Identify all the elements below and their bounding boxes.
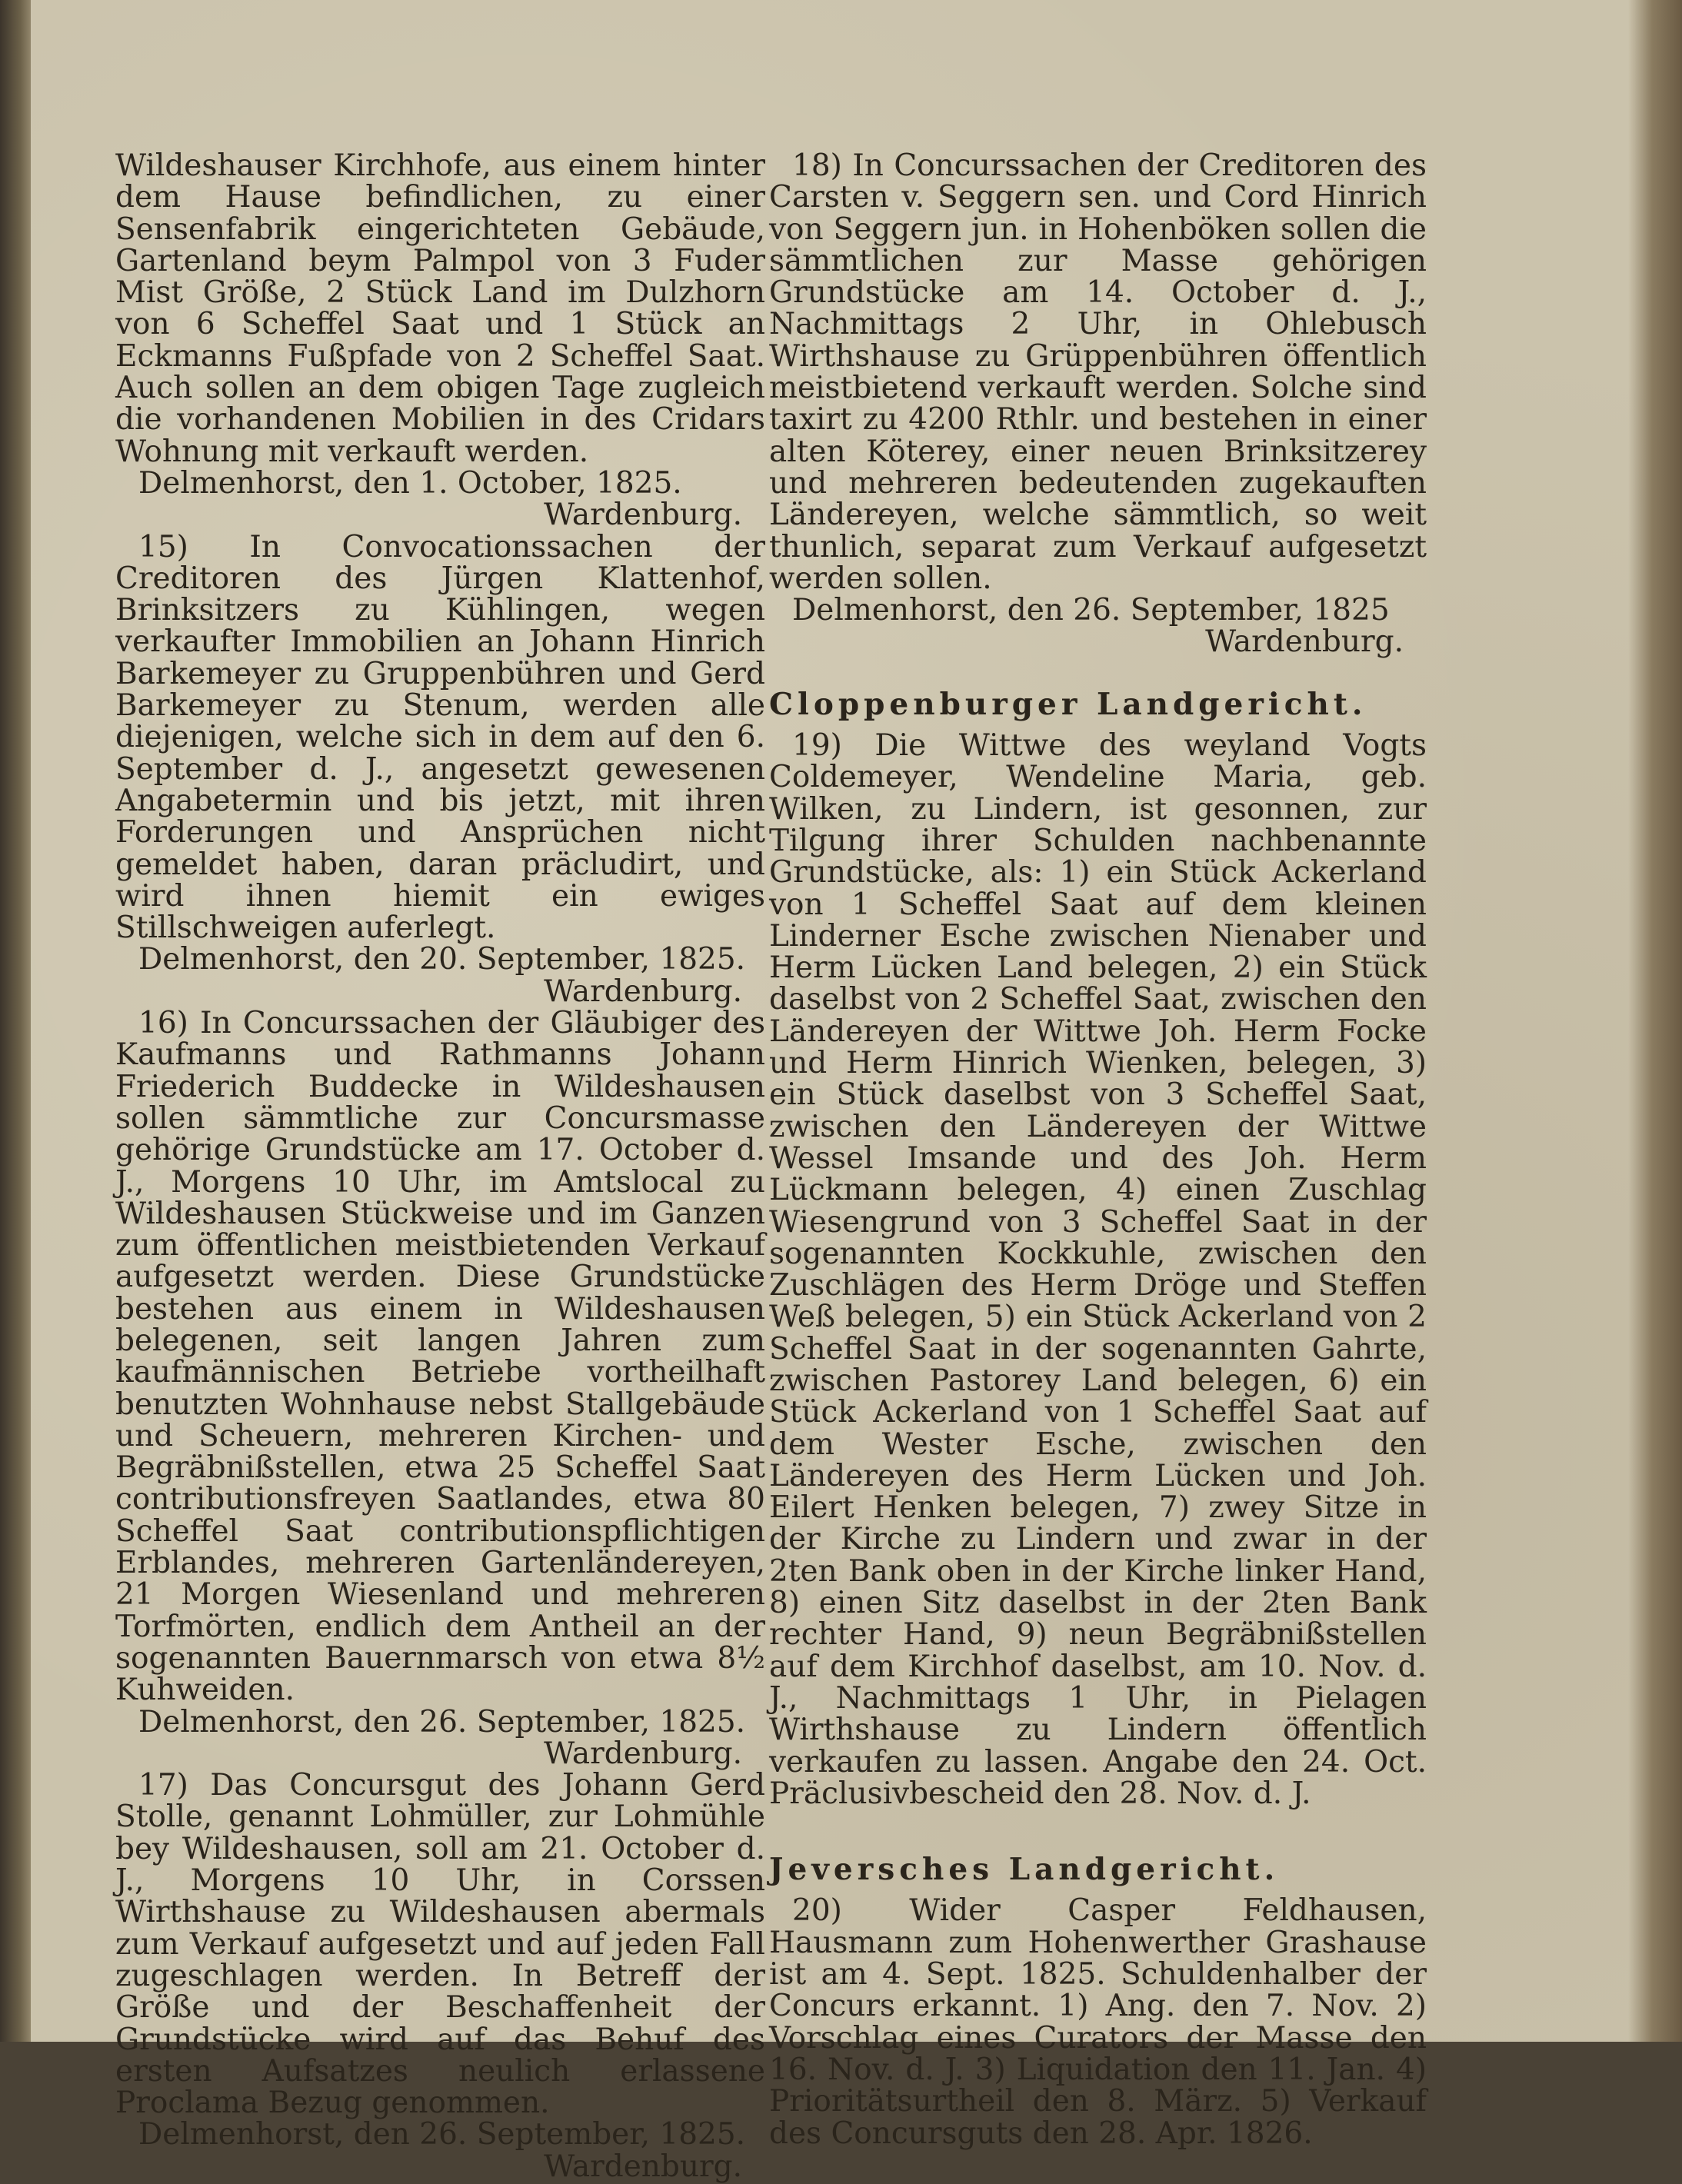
notice-14-dateline: Delmenhorst, den 1. October, 1825. (138, 465, 682, 501)
notice-18-signature: Wardenburg. (1205, 624, 1404, 660)
notice-20: 20) Wider Casper Feldhausen, Hausmann zum Hohenwerther Grashause ist am 4. Sept. 1825. Schuldenhalber der Concurs erkannt. 1) Ang. den 7. Nov. 2) Vorschlag eines Curators der Masse den 16. Nov. d. J. 3) Liquidation den 11. Jan. 4) Prioritätsurtheil den 8. März. 5) Verkauf des Concursguts den 28. Apr. 1826. (769, 1893, 1427, 2151)
notice-14-signature: Wardenburg. (544, 498, 742, 533)
notice-15: 15) In Convocationssachen der Creditoren des Jürgen Klattenhof, Brinksitzers zu Kühlingen, wegen verkaufter Immobilien an Johann Hinrich Barkemeyer zu Gruppenbühren und Gerd Barkemeyer zu Stenum, werden alle diejenigen, welche sich in dem auf den 6. September d. J., angesetzt gewesenen Angabetermin und bis jetzt, mit ihren Forderungen und Ansprüchen nicht gemeldet haben, daran präcludirt, und wird ihnen hiemit ein ewiges Stillschweigen auferlegt. (115, 529, 765, 946)
section-heading-jever: Jeversches Landgericht. (769, 1852, 1280, 1888)
left-column (115, 150, 765, 2182)
notice-18: 18) In Concurssachen der Creditoren des Carsten v. Seggern sen. und Cord Hinrich von Seggern jun. in Hohenböken sollen die sämmtlichen zur Masse gehörigen Grundstücke am 14. October d. J., Nachmittags 2 Uhr, in Ohlebusch Wirthshause zu Grüppenbühren öffentlich meistbietend verkauft werden. Solche sind taxirt zu 4200 Rthlr. und bestehen in einer alten Köterey, einer neuen Brinksitzerey und mehreren bedeutenden zugekauften Ländereyen, welche sämmtlich, so weit thunlich, separat zum Verkauf aufgesetzt werden sollen. (769, 148, 1427, 596)
notice-16: 16) In Concurssachen der Gläubiger des Kaufmanns und Rathmanns Johann Friederich Buddecke in Wildeshausen sollen sämmtliche zur Concursmasse gehörige Grundstücke am 17. October d. J., Morgens 10 Uhr, im Amtslocal zu Wildeshausen Stückweise und im Ganzen zum öffentlichen meistbietenden Verkauf aufgesetzt werden. Diese Grundstücke bestehen aus einem in Wildeshausen belegenen, seit langen Jahren zum kaufmännischen Betriebe vortheilhaft benutzten Wohnhause nebst Stallgebäude und Scheuern, mehreren Kirchen- und Begräbnißstellen, etwa 25 Scheffel Saat contributionsfreyen Saatlandes, etwa 80 Scheffel Saat contributionspflichtigen Erblandes, mehreren Gartenländereyen, 21 Morgen Wiesenland und mehreren Torfmörten, endlich dem Antheil an der sogenannten Bauernmarsch von etwa 8½ Kuhweiden. (115, 1006, 765, 1708)
notice-17: 17) Das Concursgut des Johann Gerd Stolle, genannt Lohmüller, zur Lohmühle bey Wildeshausen, soll am 21. October d. J., Morgens 10 Uhr, in Corssen Wirthshause zu Wildeshausen abermals zum Verkauf aufgesetzt und auf jeden Fall zugeschlagen werden. In Betreff der Größe und der Beschaffenheit der Grundstücke wird auf das Behuf des ersten Aufsatzes neulich erlassene Proclama Bezug genommen. (115, 1768, 765, 2121)
notice-16-signature: Wardenburg. (544, 1736, 742, 1771)
notice-15-signature: Wardenburg. (544, 974, 742, 1009)
page-edge-shadow (1628, 0, 1682, 2042)
notice-16-dateline: Delmenhorst, den 26. September, 1825. (138, 1704, 746, 1740)
newspaper-page (31, 0, 1682, 2184)
section-heading-cloppenburg: Cloppenburger Landgericht. (769, 686, 1367, 722)
notice-17-signature: Wardenburg. (544, 2149, 742, 2184)
notice-19: 19) Die Wittwe des weyland Vogts Coldemeyer, Wendeline Maria, geb. Wilken, zu Lindern, ist gesonnen, zur Tilgung ihrer Schulden nachbenannte Grundstücke, als: 1) ein Stück Ackerland von 1 Scheffel Saat auf dem kleinen Linderner Esche zwischen Nienaber und Herm Lücken Land belegen, 2) ein Stück daselbst von 2 Scheffel Saat, zwischen den Ländereyen der Wittwe Joh. Herm Focke und Herm Hinrich Wienken, belegen, 3) ein Stück daselbst von 3 Scheffel Saat, zwischen den Ländereyen der Wittwe Wessel Imsande und des Joh. Herm Lückmann belegen, 4) einen Zuschlag Wiesengrund von 3 Scheffel Saat in der sogenannten Kockkuhle, zwischen den Zuschlägen des Herm Dröge und Steffen Weß belegen, 5) ein Stück Ackerland von 2 Scheffel Saat in der sogenannten Gahrte, zwischen Pastorey Land belegen, 6) ein Stück Ackerland von 1 Scheffel Saat auf dem Wester Esche, zwischen den Ländereyen des Herm Lücken und Joh. Eilert Henken belegen, 7) zwey Sitze in der Kirche zu Lindern und zwar in der 2ten Bank oben in der Kirche linker Hand, 8) einen Sitz daselbst in der 2ten Bank rechter Hand, 9) neun Begräbnißstellen auf dem Kirchhof daselbst, am 10. Nov. d. J., Nachmittags 1 Uhr, in Pielagen Wirthshause zu Lindern öffentlich verkaufen zu lassen. Angabe den 24. Oct. Präclusivbescheid den 28. Nov. d. J. (769, 728, 1427, 1811)
notice-15-dateline: Delmenhorst, den 20. September, 1825. (138, 942, 746, 977)
right-column (769, 150, 1427, 2149)
notice-17-dateline: Delmenhorst, den 26. September, 1825. (138, 2117, 746, 2152)
notice-14-continuation: Wildeshauser Kirchhofe, aus einem hinter dem Hause befindlichen, zu einer Sensenfabrik eingerichteten Gebäude, Gartenland beym Palmpol von 3 Fuder Mist Größe, 2 Stück Land im Dulzhorn von 6 Scheffel Saat und 1 Stück an Eckmanns Fußpfade von 2 Scheffel Saat. Auch sollen an dem obigen Tage zugleich die vorhandenen Mobilien in des Cridars Wohnung mit verkauft werden. (115, 148, 765, 469)
notice-18-dateline: Delmenhorst, den 26. September, 1825 (792, 593, 1390, 628)
